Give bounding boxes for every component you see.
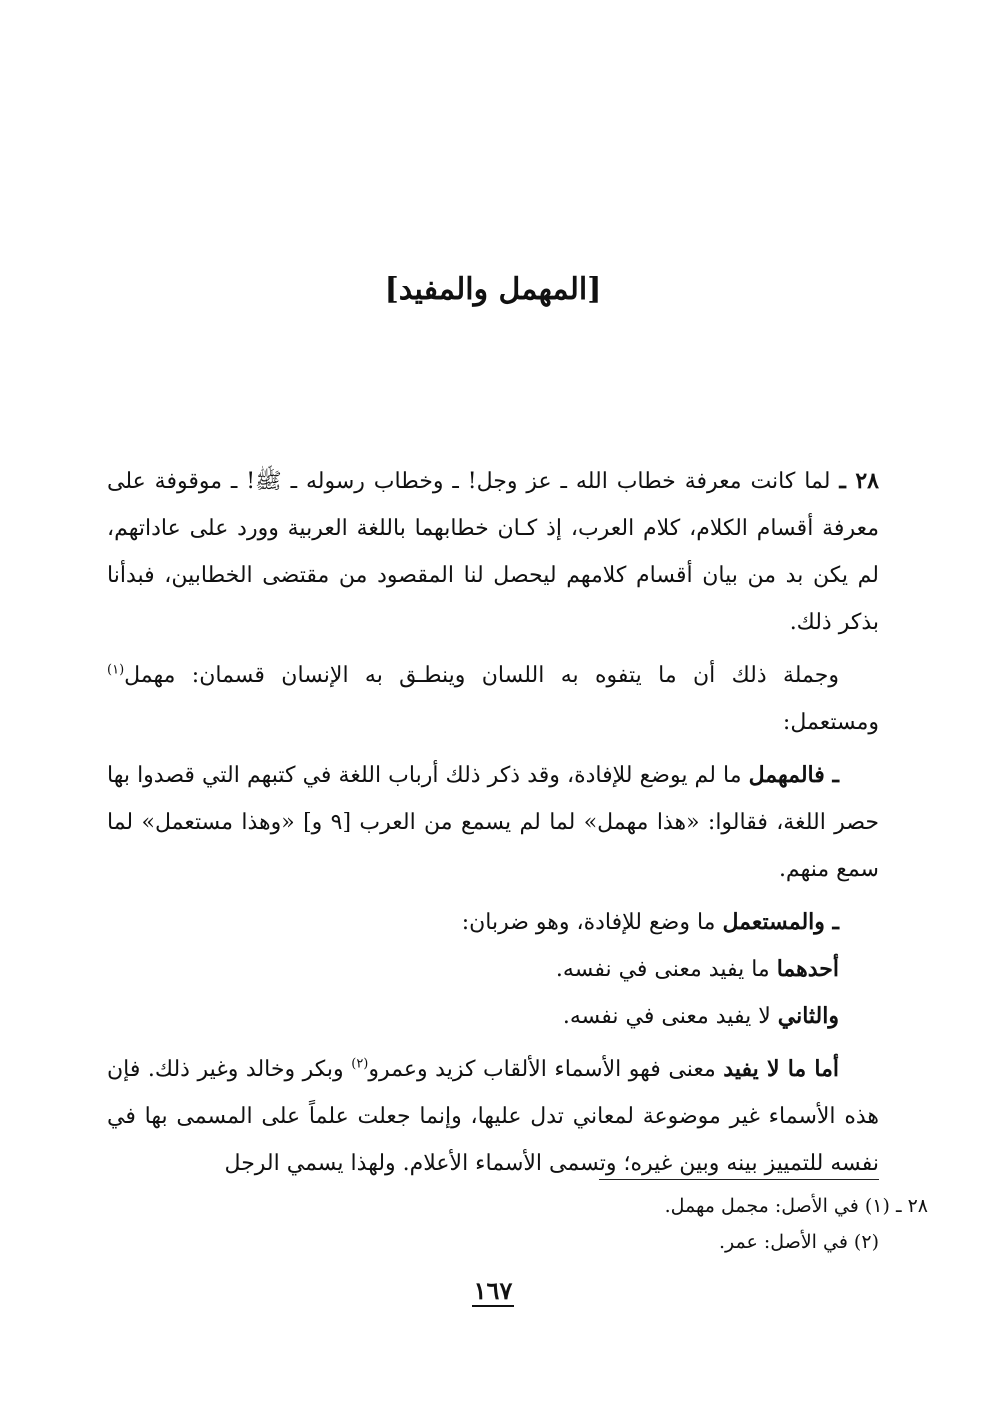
paragraph-first-kind (107, 946, 879, 993)
paragraph-muhmal (107, 752, 879, 893)
footnote-ref-2[interactable]: (٢) (351, 1056, 369, 1072)
term-mustamal: ـ والمستعمل (722, 909, 839, 935)
paragraph-text: ما وضع للإفادة، وهو ضربان: (461, 910, 716, 935)
term-second: والثاني (777, 1003, 839, 1029)
page-number (0, 1276, 986, 1305)
term-first: أحدهما (776, 956, 839, 982)
paragraph-text: لا يفيد معنى في نفسه. (562, 1004, 771, 1029)
paragraph-text-cont: ومستعمل: (782, 710, 879, 735)
footnote-2: (٢) في الأصل: عمر. (719, 1231, 879, 1253)
paragraph-proper-names (107, 1046, 879, 1187)
paragraph-28 (107, 458, 879, 646)
paragraph-text: لما كانت معرفة خطاب الله ـ عز وجل! ـ وخطاب رسوله ـ ﷺ! ـ موقوفة على معرفة أقسام الكلام، كلام العرب، إذ كـان خطابهما باللغة العربية وورد على عاداتهم، لم يكن بد من بيان أقسام كلامهم ليحصل لنا المقصود من مقتضى الخطابين، فبدأنا بذكر ذلك. (107, 469, 879, 635)
paragraph-number: ٢٨ ـ (839, 468, 879, 494)
paragraph-text-cont: وبكر وخالد وغير ذلك. فإن هذه الأسماء غير موضوعة لمعاني تدل عليها، وإنما جعلت علماً على المسمى بها في نفسه للتمييز بينه وبين غيره؛ وتسمى الأسماء الأعلام. ولهذا يسمي الرجل (107, 1057, 880, 1176)
paragraph-division (107, 652, 879, 746)
paragraph-second-kind (107, 993, 879, 1040)
footnote-divider (599, 1179, 879, 1180)
footnote-1: ٢٨ ـ (١) في الأصل: مجمل مهمل. (664, 1195, 928, 1217)
footnotes (108, 1188, 928, 1260)
term-non-informative: أما ما لا يفيد (723, 1056, 839, 1082)
page-number-value: ١٦٧ (473, 1276, 513, 1305)
paragraph-mustamal (107, 899, 879, 946)
term-muhmal: ـ فالمهمل (748, 762, 839, 788)
paragraph-text: ما لم يوضع للإفادة، وقد ذكر ذلك أرباب اللغة في كتبهم التي قصدوا بها حصر اللغة، فقالوا: «هذا مهمل» لما لم يسمع من العرب [٩ و] «وهذا مستعمل» لما سمع منهم. (107, 763, 879, 882)
main-body (107, 458, 879, 1193)
paragraph-text: ما يفيد معنى في نفسه. (555, 957, 770, 982)
footnote-ref-1[interactable]: (١) (107, 662, 125, 678)
paragraph-text: وجملة ذلك أن ما يتفوه به اللسان وينطـق به الإنسان قسمان: مهمل (124, 663, 839, 688)
paragraph-text: معنى فهو الأسماء الألقاب كزيد وعمرو (368, 1057, 716, 1082)
section-title: [المهمل والمفيد] (384, 272, 602, 307)
